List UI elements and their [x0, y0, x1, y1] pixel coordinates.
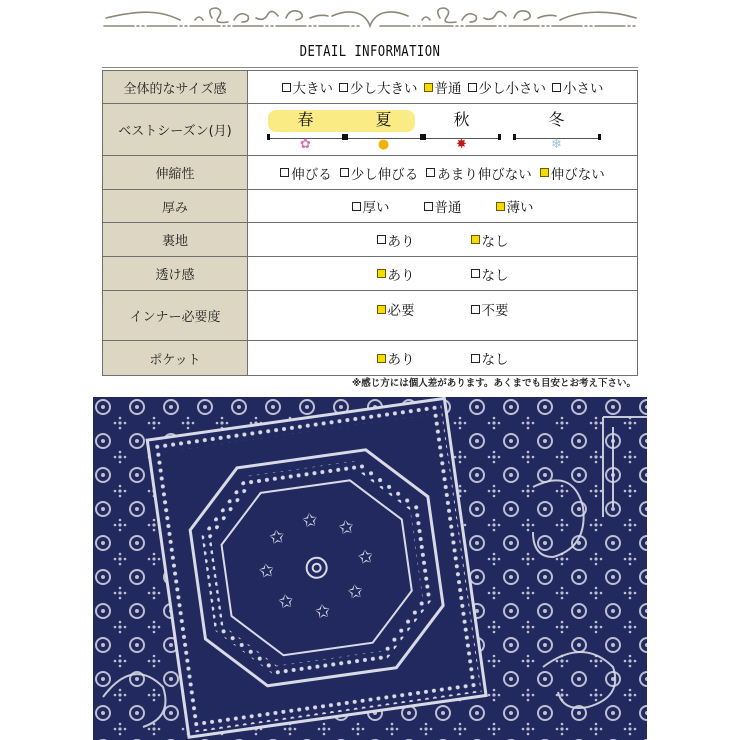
row-label: インナー必要度 — [103, 291, 248, 340]
row-options — [248, 156, 637, 189]
checkbox-checked-icon — [496, 202, 505, 211]
checkbox-checked-icon — [540, 168, 549, 177]
option-normal: 普通 — [424, 77, 462, 97]
option-needed: 必要 — [377, 299, 415, 319]
option-slightly-small: 少し小さい — [468, 77, 547, 97]
checkbox-checked-icon — [377, 305, 386, 314]
option-no-stretch: 伸びない — [540, 163, 605, 183]
row-lining — [103, 223, 637, 257]
checkbox-checked-icon — [377, 354, 386, 363]
maple-leaf-icon: ✸ — [456, 136, 467, 152]
svg-text:✩: ✩ — [346, 580, 365, 604]
row-stretch — [103, 156, 637, 190]
row-size-feel — [103, 71, 637, 104]
svg-text:✩: ✩ — [301, 509, 319, 533]
season-winter: 冬 ❄ — [513, 106, 601, 132]
checkbox-unchecked-icon — [471, 354, 480, 363]
page-title: DETAIL INFORMATION — [299, 42, 441, 60]
svg-text:✩: ✩ — [313, 600, 332, 624]
option-slightly-stretches: 少し伸びる — [340, 163, 419, 183]
sakura-flower-icon: ✿ — [300, 136, 311, 152]
row-options — [248, 257, 637, 290]
row-inner-necessity — [103, 291, 637, 341]
checkbox-unchecked-icon — [468, 83, 477, 92]
bandana-pattern-icon — [93, 397, 647, 740]
option-small: 小さい — [552, 77, 604, 97]
season-chart — [248, 104, 637, 155]
option-not-needed: 不要 — [471, 299, 509, 319]
row-options — [248, 190, 637, 222]
option-stretches: 伸びる — [280, 163, 332, 183]
fabric-photo — [93, 397, 647, 740]
checkbox-unchecked-icon — [471, 269, 480, 278]
row-label: ベストシーズン(月) — [103, 104, 248, 155]
option-no: なし — [471, 230, 509, 250]
svg-text:✩: ✩ — [337, 516, 356, 540]
sunflower-icon: ● — [377, 136, 390, 152]
row-options — [248, 223, 637, 256]
option-yes: あり — [377, 230, 415, 250]
detail-info-table — [102, 70, 638, 376]
option-barely-stretches: あまり伸びない — [426, 163, 532, 183]
option-thin: 薄い — [496, 196, 534, 216]
svg-text:✩: ✩ — [268, 526, 286, 549]
svg-text:✩: ✩ — [277, 590, 296, 614]
checkbox-unchecked-icon — [471, 305, 480, 314]
row-sheerness — [103, 257, 637, 291]
season-spring: 春 ✿ — [267, 106, 345, 132]
checkbox-unchecked-icon — [552, 83, 561, 92]
checkbox-unchecked-icon — [424, 202, 433, 211]
row-label: 全体的なサイズ感 — [103, 71, 248, 103]
row-options — [248, 71, 637, 103]
snowflake-icon: ❄ — [551, 136, 562, 152]
checkbox-unchecked-icon — [352, 202, 361, 211]
row-best-season — [103, 104, 637, 156]
row-options — [248, 341, 637, 375]
row-label: 厚み — [103, 190, 248, 222]
checkbox-checked-icon — [471, 235, 480, 244]
checkbox-unchecked-icon — [339, 83, 348, 92]
row-options — [248, 291, 637, 340]
season-summer: 夏 ● — [345, 106, 423, 132]
title-divider — [102, 67, 638, 68]
checkbox-checked-icon — [424, 83, 433, 92]
option-no: なし — [471, 264, 509, 284]
row-thickness — [103, 190, 637, 223]
option-normal: 普通 — [424, 196, 462, 216]
checkbox-unchecked-icon — [340, 168, 349, 177]
flourish-divider-icon — [100, 4, 640, 32]
row-pocket — [103, 341, 637, 375]
option-yes: あり — [377, 264, 415, 284]
row-label: 裏地 — [103, 223, 248, 256]
option-no: なし — [471, 348, 509, 368]
season-autumn: 秋 ✸ — [423, 106, 501, 132]
row-label: 透け感 — [103, 257, 248, 290]
svg-text:✩: ✩ — [257, 559, 276, 583]
option-thick: 厚い — [352, 196, 390, 216]
option-slightly-large: 少し大きい — [339, 77, 418, 97]
checkbox-checked-icon — [377, 269, 386, 278]
disclaimer-note: ※感じ方には個人差があります。あくまでも目安とお考え下さい。 — [352, 378, 636, 389]
option-large: 大きい — [282, 77, 334, 97]
checkbox-unchecked-icon — [280, 168, 289, 177]
svg-text:✩: ✩ — [356, 545, 375, 569]
checkbox-unchecked-icon — [282, 83, 291, 92]
checkbox-unchecked-icon — [426, 168, 435, 177]
row-label: 伸縮性 — [103, 156, 248, 189]
checkbox-unchecked-icon — [377, 235, 386, 244]
season-timeline — [267, 106, 619, 154]
option-yes: あり — [377, 348, 415, 368]
row-label: ポケット — [103, 341, 248, 375]
